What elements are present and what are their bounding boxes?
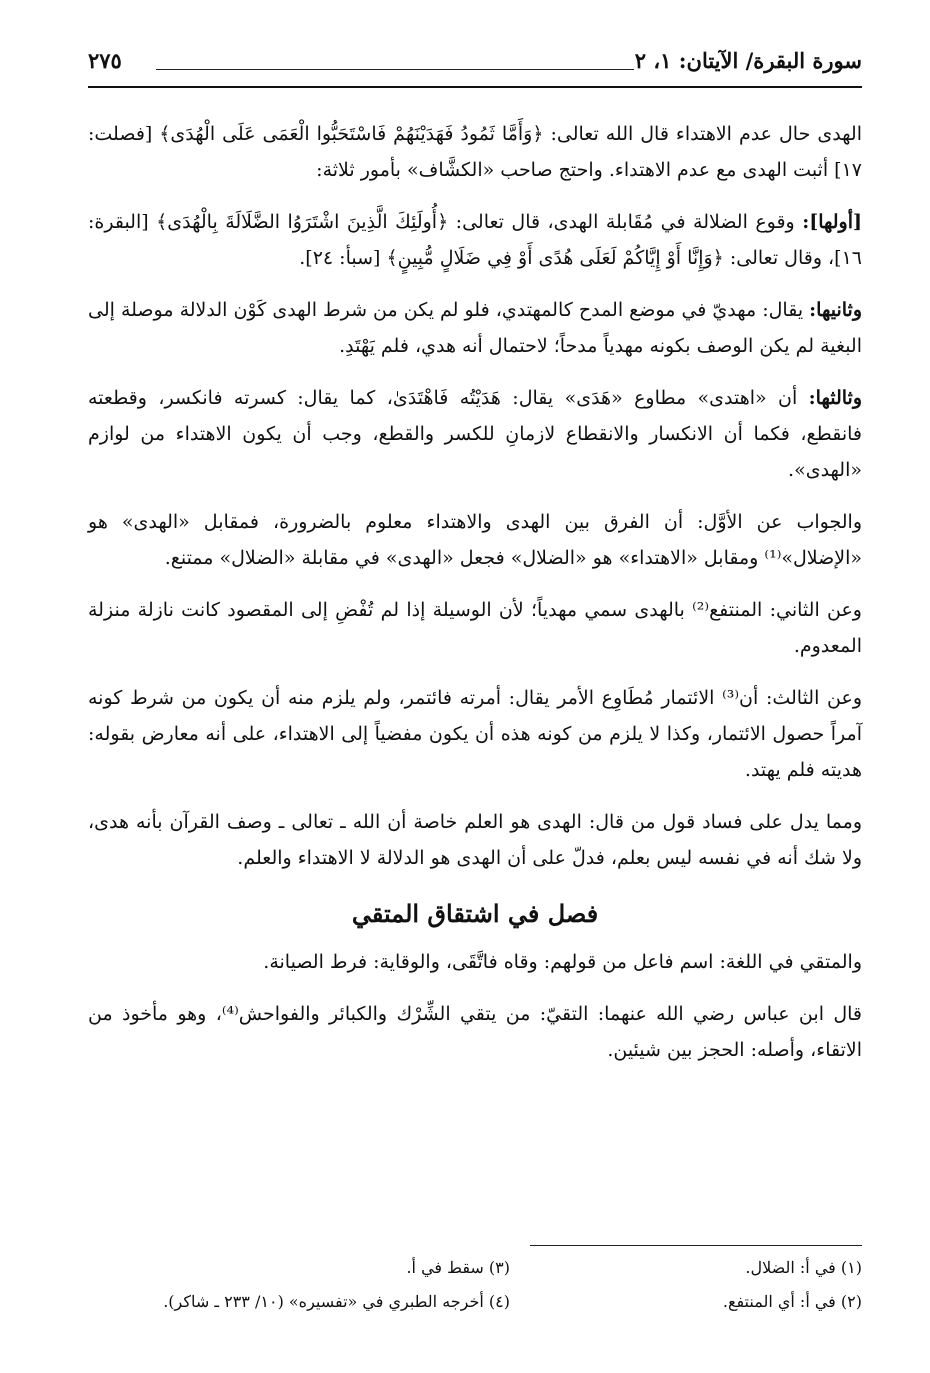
paragraph-text: والمتقي في اللغة: اسم فاعل من قولهم: وقاه فاتَّقَى، والوقاية: فرط الصيانة.: [263, 951, 862, 973]
paragraph: [88, 380, 862, 488]
header-rule: [88, 86, 862, 88]
paragraph: [88, 944, 862, 980]
main-text: [88, 116, 862, 1084]
paragraph-text: وقوع الضلالة في مُقَابلة الهدى، قال تعالى: ﴿أُولَئِكَ الَّذِينَ اشْتَرَوُا الضَّلَالَةَ بِالْهُدَى﴾ [البقرة: ١٦]، وقال تعالى: ﴿وَإِنَّا أَوْ إِيَّاكُمْ لَعَلَى هُدًى أَوْ فِي ضَلَالٍ مُّبِينٍ﴾ [سبأ: ٢٤].: [88, 211, 862, 269]
footnote: (١) في أ: الضلال.: [745, 1258, 862, 1277]
paragraph: [88, 504, 862, 576]
paragraph-text: قال ابن عباس رضي الله عنهما: التقيّ: من يتقي الشِّرْك والكبائر والفواحش⁽⁴⁾، وهو مأخوذ من الاتقاء، وأصله: الحجز بين شيئين.: [88, 1003, 862, 1061]
section-heading: فصل في اشتقاق المتقي: [351, 899, 599, 928]
paragraph-text: الهدى حال عدم الاهتداء قال الله تعالى: ﴿وَأَمَّا ثَمُودُ فَهَدَيْنَهُمْ فَاسْتَحَبُّوا الْعَمَى عَلَى الْهُدَى﴾ [فصلت: ١٧] أثبت الهدى مع عدم الاهتداء. واحتج صاحب «الكشَّاف» بأمور ثلاثة:: [88, 123, 862, 181]
paragraph-lead: وثانيها:: [809, 299, 862, 321]
paragraph: [88, 996, 862, 1068]
header-line: [156, 69, 634, 70]
page-header: [88, 44, 862, 84]
paragraph: [88, 204, 862, 276]
paragraph-text: وعن الثالث: أن⁽³⁾ الائتمار مُطَاوِع الأمر يقال: أمرته فائتمر، ولم يلزم منه أن يكون من شرط كونه آمراً حصول الائتمار، وكذا لا يلزم من كونه هذه أن يكون مفضياً إلى الاهتداء، على أنه معارض بقوله: هديته فلم يهتد.: [88, 687, 863, 781]
paragraph-text: وعن الثاني: المنتفع⁽²⁾ بالهدى سمي مهدياً؛ لأن الوسيلة إذا لم تُفْضِ إلى المقصود كانت نازلة منزلة المعدوم.: [88, 599, 862, 657]
paragraph: [88, 592, 862, 664]
paragraph-text: والجواب عن الأوَّل: أن الفرق بين الهدى والاهتداء معلوم بالضرورة، فمقابل «الهدى» هو «الإضلال»⁽¹⁾ ومقابل «الاهتداء» هو «الضلال» فجعل «الهدى» في مقابلة «الضلال» ممتنع.: [88, 511, 862, 569]
paragraph-lead: وثالثها:: [808, 387, 862, 409]
paragraph-lead: [أولها]:: [802, 211, 862, 233]
paragraph-text: أن «اهتدى» مطاوع «هَدَى» يقال: هَدَيْتُه فَاهْتَدَىٰ، كما يقال: كسرته فانكسر، وقطعته فانقطع، فكما أن الانكسار والانقطاع لازمانِ للكسر والقطع، وجب أن يكون الاهتداء من لوازم «الهدى».: [88, 387, 862, 481]
paragraph: [88, 680, 862, 788]
paragraph: [88, 804, 862, 876]
footnote-rule: [530, 1245, 862, 1246]
page-number: ٢٧٥: [88, 48, 122, 73]
footnote: (٢) في أ: أي المنتفع.: [722, 1292, 862, 1311]
paragraph: [88, 292, 862, 364]
footnote: (٣) سقط في أ.: [406, 1258, 510, 1277]
paragraph-text: يقال: مهديّ في موضع المدح كالمهتدي، فلو لم يكن من شرط الهدى كَوْن الدلالة موصلة إلى البغية لم يكن الوصف بكونه مهدياً مدحاً؛ لاحتمال أنه هدي، فلم يَهْتَدِ.: [88, 299, 862, 357]
running-title: سورة البقرة/ الآيتان: ١، ٢: [634, 48, 862, 73]
paragraph-text: ومما يدل على فساد قول من قال: الهدى هو العلم خاصة أن الله ـ تعالى ـ وصف القرآن بأنه هدى، ولا شك أنه في نفسه ليس بعلم، فدلّ على أن الهدى هو الدلالة لا الاهتداء والعلم.: [88, 811, 862, 869]
paragraph: [88, 116, 862, 188]
footnote: (٤) أخرجه الطبري في «تفسيره» (١٠/ ٢٣٣ ـ شاكر).: [163, 1292, 510, 1311]
